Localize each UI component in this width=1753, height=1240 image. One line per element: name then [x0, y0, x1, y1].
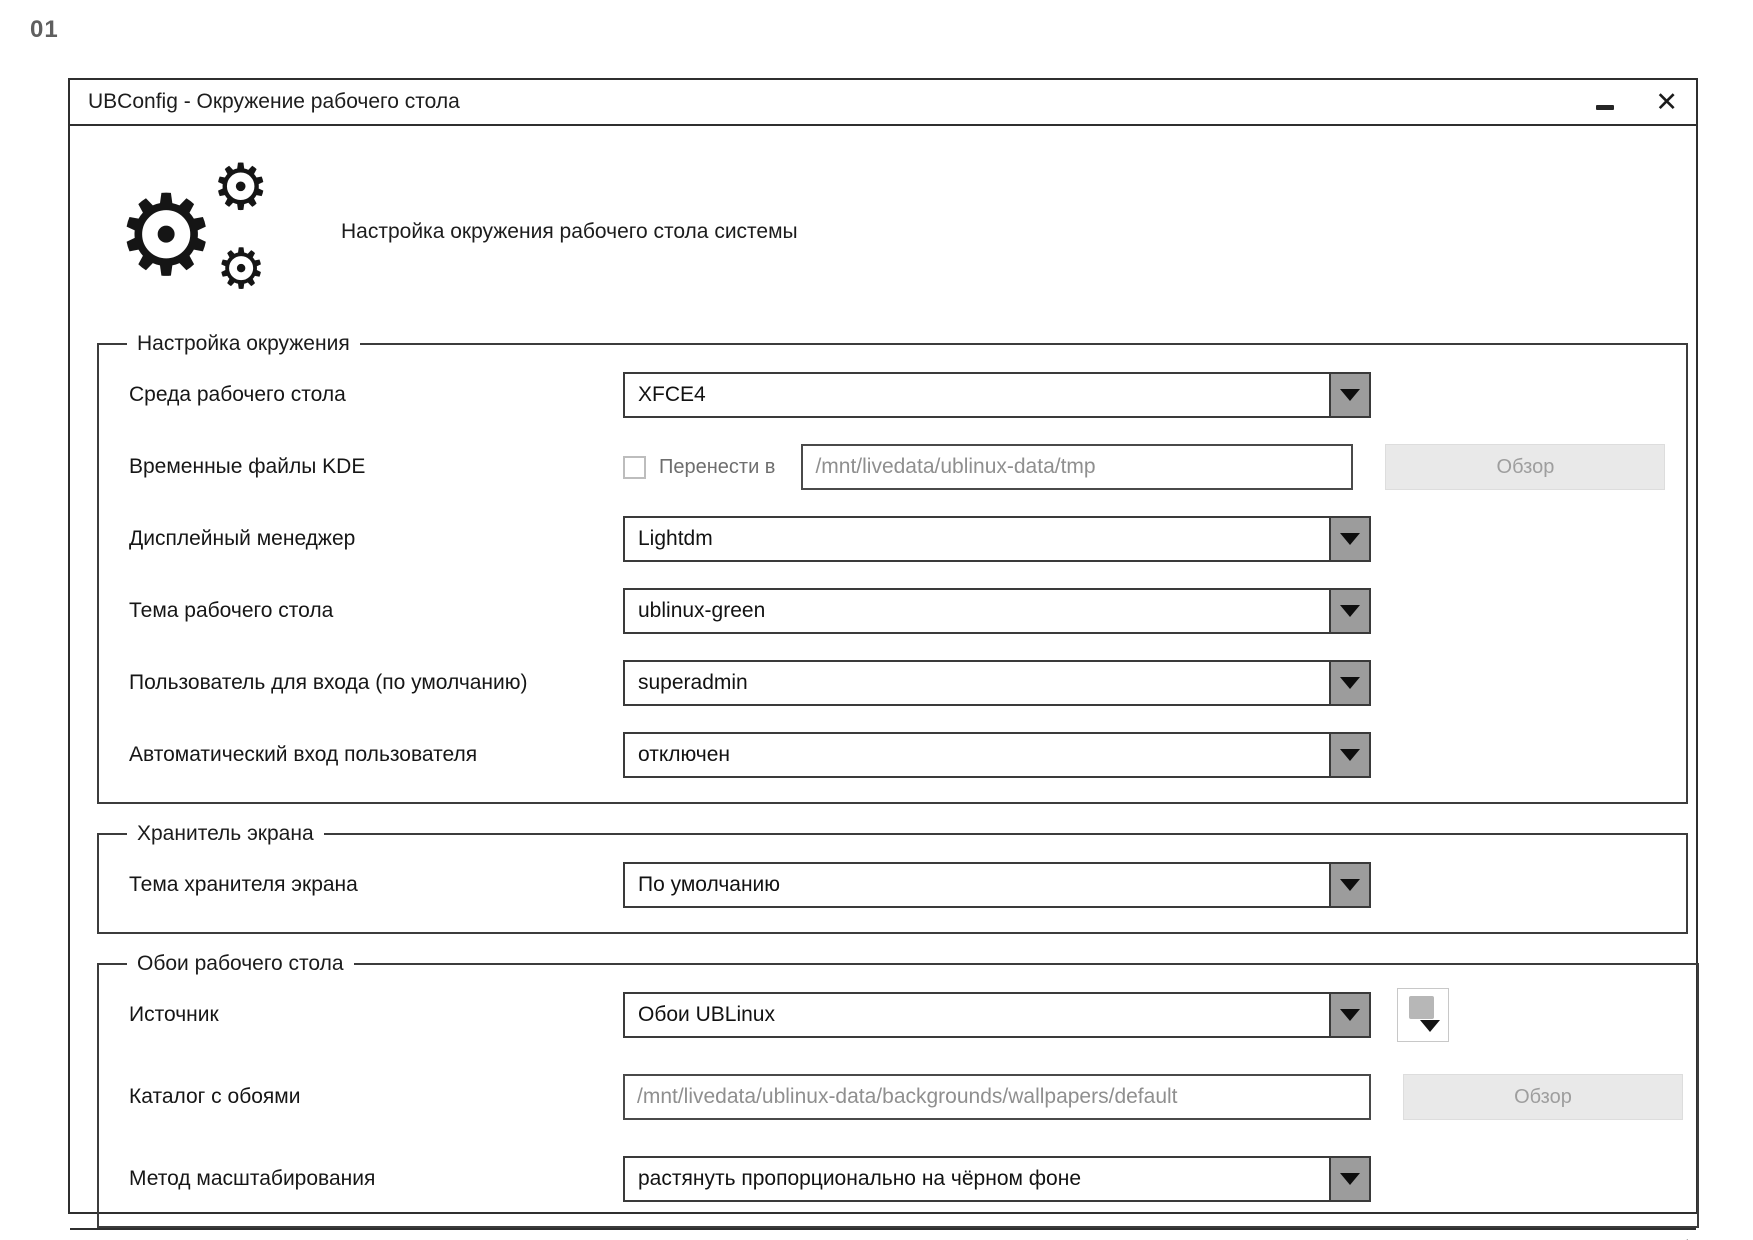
login-user-label: Пользователь для входа (по умолчанию)	[129, 671, 528, 694]
minimize-button[interactable]	[1591, 87, 1619, 117]
chevron-down-icon	[1340, 389, 1360, 401]
auto-login-dropdown-button[interactable]	[1329, 734, 1369, 776]
row-auto-login	[129, 732, 1672, 778]
auto-login-select[interactable]	[623, 732, 1371, 778]
wallpaper-source-label: Источник	[129, 1003, 219, 1026]
move-to-label: Перенести в	[659, 455, 776, 478]
window-controls	[1591, 87, 1678, 117]
app-header	[70, 126, 1696, 332]
wallpaper-directory-browse-button[interactable]: Обзор	[1403, 1074, 1683, 1120]
wallpaper-directory-value: /mnt/livedata/ublinux-data/backgrounds/wallpapers/default	[637, 1085, 1178, 1108]
wallpaper-directory-input[interactable]	[623, 1074, 1371, 1120]
display-manager-dropdown-button[interactable]	[1329, 518, 1369, 560]
display-manager-label: Дисплейный менеджер	[129, 527, 356, 550]
group-screensaver	[97, 822, 1688, 934]
desktop-environment-dropdown-button[interactable]	[1329, 374, 1369, 416]
resize-grip-icon	[1666, 1233, 1690, 1240]
row-desktop-environment	[129, 372, 1672, 418]
app-window	[68, 78, 1698, 1214]
desktop-theme-value: ublinux-green	[638, 599, 766, 622]
gears-icon	[116, 151, 281, 308]
wallpaper-directory-label: Каталог с обоями	[129, 1085, 301, 1108]
move-to-checkbox[interactable]	[623, 456, 646, 479]
row-desktop-theme	[129, 588, 1672, 634]
row-kde-temp-files	[129, 444, 1672, 490]
desktop-environment-select[interactable]	[623, 372, 1371, 418]
chevron-down-icon	[1420, 1020, 1440, 1032]
row-wallpaper-directory	[129, 1074, 1683, 1120]
row-wallpaper-source	[129, 992, 1683, 1038]
screensaver-theme-dropdown-button[interactable]	[1329, 864, 1369, 906]
group-environment-legend: Настройка окружения	[137, 332, 350, 355]
resize-grip[interactable]	[1666, 1233, 1690, 1240]
login-user-select[interactable]	[623, 660, 1371, 706]
scaling-method-value: растянуть пропорционально на чёрном фоне	[638, 1167, 1082, 1190]
kde-temp-browse-button[interactable]: Обзор	[1385, 444, 1665, 490]
gear-large-icon: ⚙	[116, 171, 217, 301]
titlebar	[70, 80, 1696, 126]
scaling-method-dropdown-button[interactable]	[1329, 1158, 1369, 1200]
kde-temp-path-value: /mnt/livedata/ublinux-data/tmp	[815, 455, 1096, 478]
desktop-environment-label: Среда рабочего стола	[129, 383, 346, 406]
close-button[interactable]: ✕	[1655, 86, 1678, 118]
gear-bottom-icon: ⚙	[216, 237, 267, 302]
chevron-down-icon	[1340, 1173, 1360, 1185]
image-icon	[1409, 996, 1434, 1019]
gear-top-icon: ⚙	[212, 151, 270, 225]
chevron-down-icon	[1340, 533, 1360, 545]
chevron-down-icon	[1340, 749, 1360, 761]
wallpaper-source-select[interactable]	[623, 992, 1371, 1038]
wallpaper-source-value: Обои UBLinux	[638, 1003, 775, 1026]
wallpaper-image-picker-button[interactable]	[1397, 988, 1449, 1042]
figure-label: 01	[30, 16, 59, 43]
chevron-down-icon	[1340, 677, 1360, 689]
group-wallpaper	[97, 952, 1699, 1228]
chevron-down-icon	[1340, 1009, 1360, 1021]
group-screensaver-legend: Хранитель экрана	[137, 822, 314, 845]
login-user-value: superadmin	[638, 671, 748, 694]
desktop-environment-value: XFCE4	[638, 383, 706, 406]
screensaver-theme-value: По умолчанию	[638, 873, 781, 896]
scaling-method-label: Метод масштабирования	[129, 1167, 376, 1190]
row-screensaver-theme	[129, 862, 1672, 908]
scaling-method-select[interactable]	[623, 1156, 1371, 1202]
statusbar	[70, 1228, 1696, 1240]
wallpaper-source-dropdown-button[interactable]	[1329, 994, 1369, 1036]
desktop-theme-label: Тема рабочего стола	[129, 599, 334, 622]
row-display-manager	[129, 516, 1672, 562]
screensaver-theme-select[interactable]	[623, 862, 1371, 908]
kde-temp-files-label: Временные файлы KDE	[129, 455, 366, 478]
window-title: UBConfig - Окружение рабочего стола	[88, 90, 460, 113]
chevron-down-icon	[1340, 605, 1360, 617]
row-scaling-method	[129, 1156, 1683, 1202]
auto-login-value: отключен	[638, 743, 731, 766]
login-user-dropdown-button[interactable]	[1329, 662, 1369, 704]
desktop-theme-dropdown-button[interactable]	[1329, 590, 1369, 632]
chevron-down-icon	[1340, 879, 1360, 891]
auto-login-label: Автоматический вход пользователя	[129, 743, 478, 766]
minimize-icon	[1596, 105, 1614, 110]
group-wallpaper-legend: Обои рабочего стола	[137, 952, 344, 975]
display-manager-select[interactable]	[623, 516, 1371, 562]
header-description: Настройка окружения рабочего стола системы	[341, 220, 798, 243]
group-environment	[97, 332, 1688, 804]
kde-temp-path-input[interactable]	[801, 444, 1353, 490]
display-manager-value: Lightdm	[638, 527, 713, 550]
screensaver-theme-label: Тема хранителя экрана	[129, 873, 358, 896]
desktop-theme-select[interactable]	[623, 588, 1371, 634]
row-login-user	[129, 660, 1672, 706]
